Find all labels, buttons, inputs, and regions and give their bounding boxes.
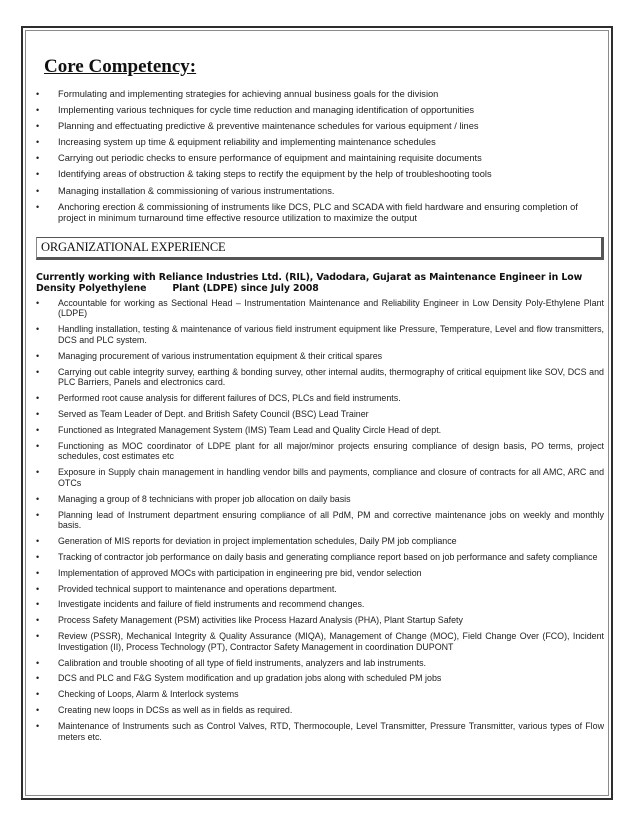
bullet-icon: •: [36, 393, 40, 404]
list-item: [36, 409, 604, 420]
current-job-title: [36, 272, 604, 295]
bullet-icon: •: [36, 324, 40, 335]
list-item: [36, 105, 604, 117]
core-competency-list: [36, 89, 604, 225]
bullet-icon: •: [36, 552, 40, 562]
list-item-text: Generation of MIS reports for deviation in project implementation schedules, Daily PM job compliance: [58, 536, 457, 547]
list-item-text: Calibration and trouble shooting of all type of field instruments, analyzers and lab instruments.: [58, 657, 427, 668]
organizational-experience-heading: ORGANIZATIONAL EXPERIENCE: [36, 237, 604, 260]
bullet-icon: •: [36, 689, 40, 700]
bullet-icon: •: [36, 121, 40, 132]
bullet-icon: •: [36, 440, 40, 451]
bullet-icon: •: [36, 137, 40, 148]
resume-content: [36, 50, 604, 747]
list-item-text: DCS and PLC and F&G System modification and up gradation jobs along with scheduled PM jobs: [58, 673, 442, 684]
list-item-text: Performed root cause analysis for different failures of DCS, PLCs and field instruments.: [58, 393, 401, 404]
list-item-text: Implementation of approved MOCs with participation in engineering pre bid, vendor selection: [58, 567, 422, 578]
bullet-icon: •: [36, 509, 40, 520]
list-item-text: Managing procurement of various instrumentation equipment & their critical spares: [58, 350, 383, 361]
list-item-text: Formulating and implementing strategies for achieving annual business goals for the division: [58, 89, 439, 99]
list-item: [36, 584, 604, 595]
list-item-text: Accountable for working as Sectional Head – Instrumentation Maintenance and Reliability Engineer in Low Density Poly-Ethylene Plant (LDPE): [58, 297, 604, 319]
bullet-icon: •: [36, 185, 40, 196]
job-title-tail: Plant (LDPE) since July 2008: [172, 283, 319, 295]
bullet-icon: •: [36, 657, 40, 668]
bullet-icon: •: [36, 169, 40, 180]
bullet-icon: •: [36, 424, 40, 435]
list-item: [36, 510, 604, 532]
list-item: [36, 568, 604, 579]
list-item: [36, 137, 604, 149]
list-item-text: Tracking of contractor job performance on daily basis and generating compliance report based on job performance and safety compliance: [58, 552, 598, 562]
list-item-text: Handling installation, testing & maintenance of various field instrument equipment like Pressure, Temperature, Level and flow transmitters, DCS and PLC system.: [58, 324, 604, 346]
bullet-icon: •: [36, 467, 40, 478]
list-item: [36, 121, 604, 133]
list-item-text: Functioning as MOC coordinator of LDPE plant for all major/minor projects ensuring compliance of design basis, PO terms, project schedules, cost estimates etc: [58, 440, 604, 462]
core-competency-heading: Core Competency:: [44, 56, 197, 77]
list-item-text: Exposure in Supply chain management in handling vendor bills and payments, compliance and closure of contracts for all AMC, ARC and OTCs: [58, 467, 604, 489]
bullet-icon: •: [36, 599, 40, 610]
list-item-text: Increasing system up time & equipment reliability and implementing maintenance schedules: [58, 137, 436, 148]
job-title-line: Currently working with Reliance Industries Ltd. (RIL), Vadodara, Gujarat as Maintenance Engineer in Low Density Polyethylene: [36, 271, 583, 295]
bullet-icon: •: [36, 366, 40, 377]
list-item: [36, 153, 604, 165]
list-item-text: Checking of Loops, Alarm & Interlock systems: [58, 689, 239, 700]
bullet-icon: •: [36, 704, 40, 715]
list-item: [36, 658, 604, 669]
list-item: [36, 441, 604, 463]
bullet-icon: •: [36, 673, 40, 684]
list-item: [36, 324, 604, 346]
bullet-icon: •: [36, 630, 40, 641]
list-item: [36, 689, 604, 700]
list-item-text: Investigate incidents and failure of field instruments and recommend changes.: [58, 599, 365, 610]
list-item: [36, 202, 604, 225]
bullet-icon: •: [36, 409, 40, 420]
list-item: [36, 425, 604, 436]
bullet-icon: •: [36, 201, 40, 212]
bullet-icon: •: [36, 567, 40, 578]
list-item: [36, 536, 604, 547]
list-item: [36, 169, 604, 181]
list-item-text: Identifying areas of obstruction & taking steps to rectify the equipment by the help of troubleshooting tools: [58, 169, 492, 180]
bullet-icon: •: [36, 536, 40, 547]
list-item-text: Review (PSSR), Mechanical Integrity & Quality Assurance (MIQA), Management of Change (MOC), Field Change Over (FCO), Incident Investigation (II), Process Technology (PT), Contractor Safety Management in coordination DUPONT: [58, 630, 604, 652]
list-item-text: Planning lead of Instrument department ensuring compliance of all PdM, PM and corrective maintenance jobs on weekly and monthly basis.: [58, 509, 604, 531]
list-item-text: Creating new loops in DCSs as well as in fields as required.: [58, 704, 293, 715]
bullet-icon: •: [36, 105, 40, 116]
list-item-text: Functioned as Integrated Management System (IMS) Team Lead and Quality Circle Head of dept.: [58, 424, 442, 435]
list-item-text: Served as Team Leader of Dept. and British Safety Council (BSC) Lead Trainer: [58, 409, 369, 420]
bullet-icon: •: [36, 350, 40, 361]
bullet-icon: •: [36, 153, 40, 164]
list-item: [36, 89, 604, 101]
list-item-text: Managing a group of 8 technicians with proper job allocation on daily basis: [58, 493, 351, 504]
list-item: [36, 494, 604, 505]
list-item-text: Process Safety Management (PSM) activities like Process Hazard Analysis (PHA), Plant Startup Safety: [58, 615, 463, 626]
list-item: [36, 705, 604, 716]
list-item: [36, 631, 604, 653]
bullet-icon: •: [36, 493, 40, 504]
bullet-icon: •: [36, 583, 40, 594]
list-item: [36, 673, 604, 684]
list-item-text: Provided technical support to maintenance and operations department.: [58, 583, 337, 594]
list-item-text: Carrying out periodic checks to ensure performance of equipment and maintaining requisite documents: [58, 153, 482, 164]
list-item-text: Anchoring erection & commissioning of instruments like DCS, PLC and SCADA with field hardware and ensuring completion of project in minimum turnaround time effective resource utilization to maximize the output: [58, 201, 578, 224]
list-item: [36, 393, 604, 404]
bullet-icon: •: [36, 89, 40, 99]
list-item: [36, 351, 604, 362]
list-item: [36, 721, 604, 743]
bullet-icon: •: [36, 720, 40, 731]
list-item: [36, 298, 604, 320]
experience-list: [36, 298, 604, 743]
list-item: [36, 186, 604, 198]
list-item: [36, 367, 604, 389]
list-item: [36, 599, 604, 610]
list-item: [36, 467, 604, 489]
bullet-icon: •: [36, 615, 40, 626]
list-item-text: Managing installation & commissioning of various instrumentations.: [58, 185, 335, 196]
list-item: [36, 552, 604, 563]
list-item-text: Implementing various techniques for cycle time reduction and managing identification of opportunities: [58, 105, 475, 116]
list-item-text: Planning and effectuating predictive & preventive maintenance schedules for various equipment / lines: [58, 121, 479, 132]
bullet-icon: •: [36, 297, 40, 308]
list-item: [36, 615, 604, 626]
list-item-text: Maintenance of Instruments such as Control Valves, RTD, Thermocouple, Level Transmitter, Pressure Transmitter, various types of Flow meters etc.: [58, 720, 604, 742]
list-item-text: Carrying out cable integrity survey, earthing & bonding survey, other internal audits, thermography of critical equipment like SOV, DCS and PLC Barriers, Panels and electronics card.: [58, 366, 604, 388]
